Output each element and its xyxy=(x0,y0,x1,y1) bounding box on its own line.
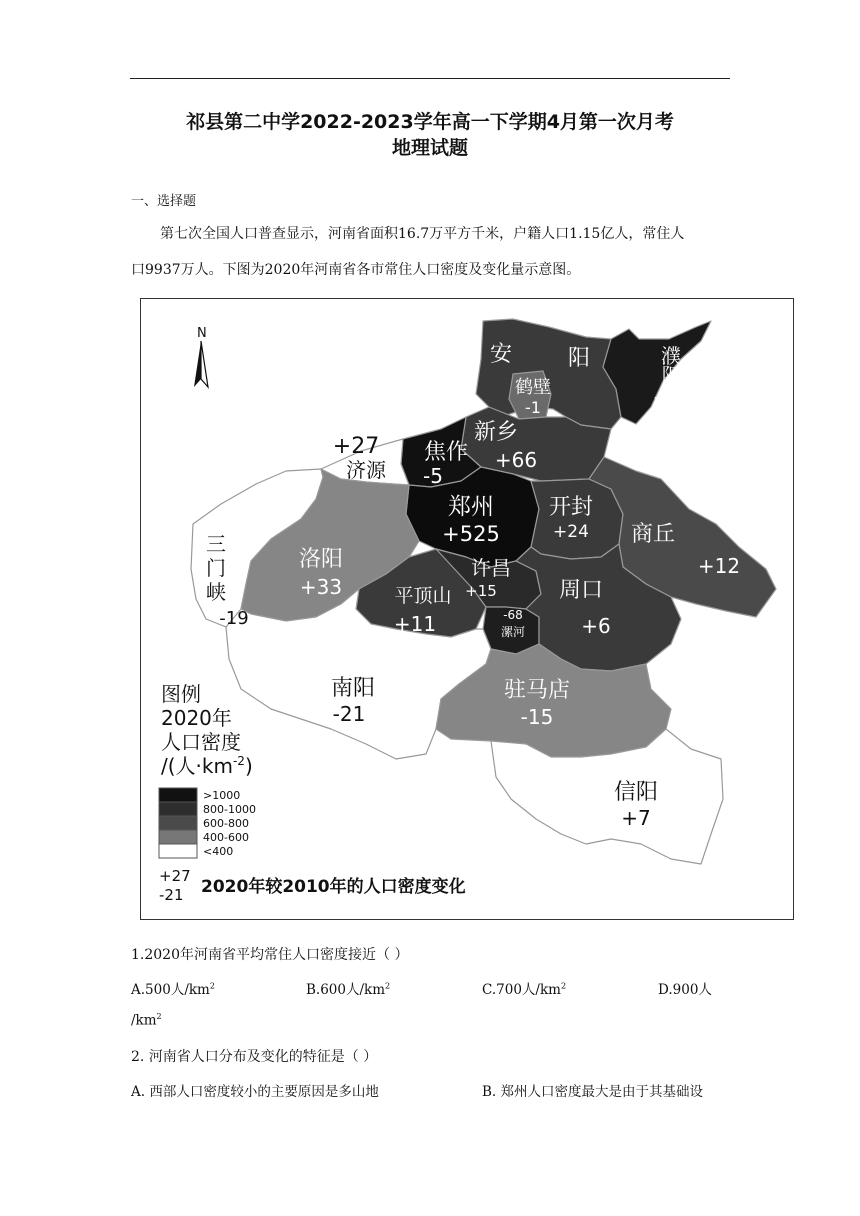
label-puyang-1: 濮 xyxy=(661,344,681,368)
north-arrow-icon xyxy=(194,326,208,387)
label-shangqiu: 商丘 xyxy=(630,522,676,547)
legend-title-4: /(人$\cdot km^{-2}$) xyxy=(161,754,253,778)
exam-subject: 地理试题 xyxy=(391,137,468,159)
label-jiyuan-change: +27 xyxy=(332,434,380,459)
legend-title-1: 图例 xyxy=(161,682,201,706)
q2-option-b[interactable]: B. 郑州人口密度最大是由于其基础设 xyxy=(482,1084,704,1100)
q1-option-a[interactable]: A.500人$/km^2$ xyxy=(131,981,215,998)
legend-class-1: >1000 xyxy=(203,789,241,802)
legend-class-3: 600-800 xyxy=(203,817,249,830)
intro-line-1: 第七次全国人口普查显示，河南省面积16.7万平方千米，户籍人口1.15亿人，常住人 xyxy=(160,226,685,242)
legend-title-3: 人口密度 xyxy=(161,730,241,754)
henan-population-map xyxy=(140,298,794,920)
legend-change-bottom: -21 xyxy=(159,886,184,904)
q1-option-c[interactable]: C.700人$/km^2$ xyxy=(482,981,567,998)
q2-option-a[interactable]: A. 西部人口密度较小的主要原因是多山地 xyxy=(131,1084,379,1100)
label-zhumadian-change: -15 xyxy=(520,705,554,729)
label-luohe: 漯河 xyxy=(500,625,526,639)
label-sanmenxia-change: -19 xyxy=(219,608,249,629)
label-jiaozuo-change: -5 xyxy=(423,464,443,488)
label-luoyang-change: +33 xyxy=(299,575,343,599)
label-sanmenxia-3: 峡 xyxy=(206,580,226,604)
label-xinyang-change: +7 xyxy=(621,806,651,830)
q1-option-d-wrap: $/km^2$ xyxy=(131,1012,162,1029)
intro-line-2: 口9937万人。下图为2020年河南省各市常住人口密度及变化量示意图。 xyxy=(131,262,581,278)
label-nanyang: 南阳 xyxy=(330,676,376,701)
label-zhoukou: 周口 xyxy=(558,578,604,603)
label-shangqiu-change: +12 xyxy=(697,554,741,578)
label-zhengzhou-change: +525 xyxy=(442,522,500,546)
label-xinxiang-change: +66 xyxy=(494,448,538,472)
label-pingdingshan: 平顶山 xyxy=(394,585,452,607)
label-anyang-2: 阳 xyxy=(567,346,591,371)
question-1: 1.2020年河南省平均常住人口密度接近（ ） xyxy=(131,947,409,963)
label-jiyuan: 济源 xyxy=(346,458,386,482)
question-2: 2. 河南省人口分布及变化的特征是（ ） xyxy=(131,1049,378,1065)
label-jiaozuo: 焦作 xyxy=(423,440,469,465)
north-label: N xyxy=(197,326,207,341)
q1-option-d[interactable]: D.900人 xyxy=(658,982,712,998)
label-puyang-change: +12 xyxy=(653,388,689,408)
label-zhengzhou: 郑州 xyxy=(448,494,494,520)
label-hebi-change: -1 xyxy=(525,398,541,417)
label-anyang-1: 安 xyxy=(489,342,513,367)
legend-title-2: 2020年 xyxy=(161,706,232,730)
label-sanmenxia-2: 门 xyxy=(206,556,226,580)
label-hebi: 鹤壁 xyxy=(515,377,551,398)
label-zhumadian: 驻马店 xyxy=(503,678,571,703)
label-xinxiang: 新乡 xyxy=(473,420,519,445)
legend-class-4: 400-600 xyxy=(203,831,249,844)
legend-class-2: 800-1000 xyxy=(203,803,256,816)
legend-change-top: +27 xyxy=(159,867,191,885)
label-puyang-2: 阳 xyxy=(662,365,680,386)
label-xinyang: 信阳 xyxy=(613,780,659,805)
q1-option-b[interactable]: B.600人$/km^2$ xyxy=(306,981,391,998)
label-nanyang-change: -21 xyxy=(332,702,366,726)
legend-class-5: <400 xyxy=(203,845,234,858)
label-luoyang: 洛阳 xyxy=(298,547,344,572)
label-sanmenxia-1: 三 xyxy=(206,532,226,556)
header-rule xyxy=(130,78,730,79)
exam-title: 祁县第二中学2022-2023学年高一下学期4月第一次月考 xyxy=(186,111,674,133)
section-label: 一、选择题 xyxy=(131,194,197,209)
label-xuchang-change: +15 xyxy=(465,582,497,600)
label-luohe-change: -68 xyxy=(503,608,523,622)
region-puyang xyxy=(603,321,711,424)
label-pingdingshan-change: +11 xyxy=(393,612,437,636)
label-kaifeng-change: +24 xyxy=(553,522,589,542)
label-kaifeng: 开封 xyxy=(548,495,594,520)
label-zhoukou-change: +6 xyxy=(581,614,611,638)
label-xuchang: 许昌 xyxy=(471,556,511,580)
legend-change-caption: 2020年较2010年的人口密度变化 xyxy=(201,877,466,897)
